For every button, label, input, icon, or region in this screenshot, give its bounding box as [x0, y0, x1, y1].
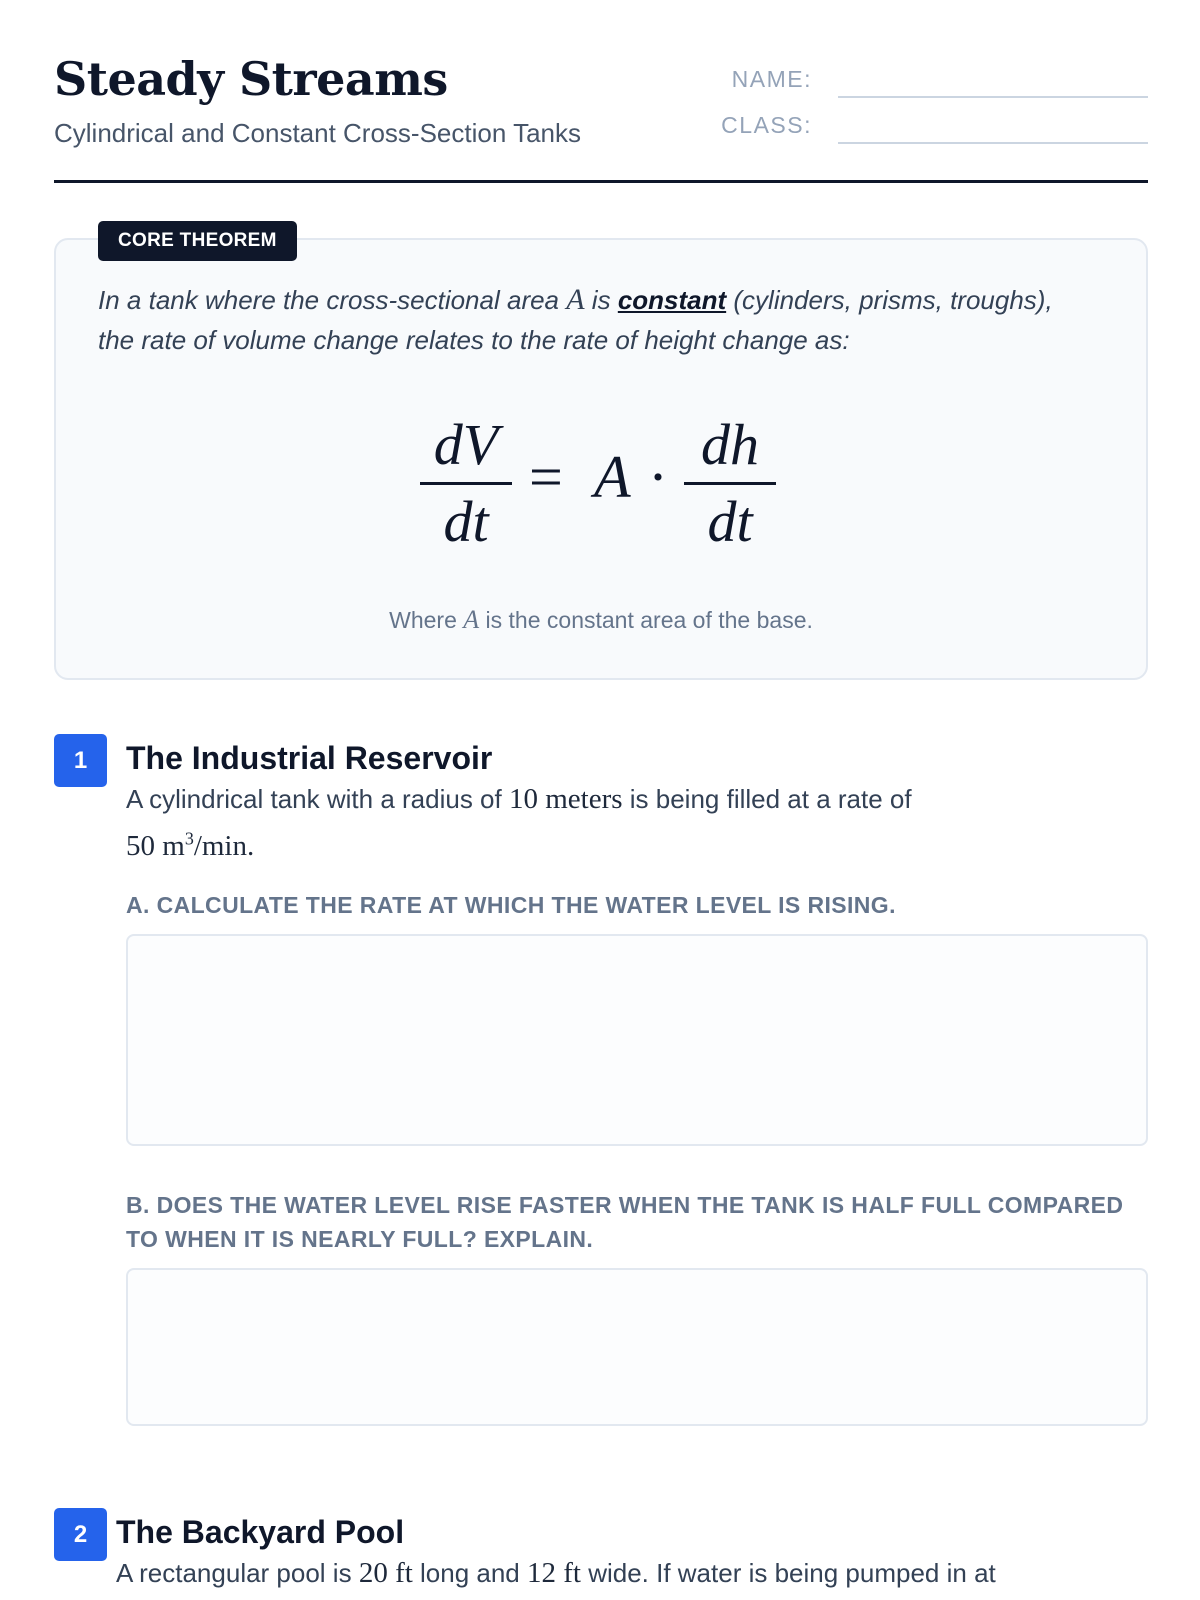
area-coefficient: A	[594, 444, 631, 510]
problem-description: A cylindrical tank with a radius of 10 meters is being filled at a rate of 50 $m^3/\min$.	[126, 783, 912, 862]
core-theorem-tag: CORE THEOREM	[98, 221, 297, 261]
fraction-denominator: dt	[443, 489, 489, 554]
answer-box-b[interactable]	[126, 1268, 1148, 1426]
class-label: CLASS:	[721, 112, 812, 138]
name-label: NAME:	[731, 66, 812, 92]
question-a-label: A. CALCULATE THE RATE AT WHICH THE WATER LEVEL IS RISING.	[126, 892, 896, 918]
area-variable: A	[566, 283, 585, 316]
worksheet-subtitle: Cylindrical and Constant Cross-Section Tanks	[54, 118, 581, 148]
question-b-label: B. DOES THE WATER LEVEL RISE FASTER WHEN THE TANK IS HALF FULL COMPARED TO WHEN IT IS NEARLY FULL? EXPLAIN.	[126, 1192, 1124, 1252]
problem-title: The Industrial Reservoir	[126, 740, 493, 776]
fraction-numerator: dV	[433, 412, 499, 477]
formula-note: Where A is the constant area of the base.	[389, 605, 813, 634]
dh-dt-fraction	[684, 410, 776, 557]
worksheet-title: Steady Streams	[54, 52, 448, 106]
radius-value: 10 meters	[508, 783, 623, 815]
name-line[interactable]	[838, 96, 1148, 98]
header-divider	[54, 180, 1148, 183]
worksheet-page	[54, 0, 1148, 1600]
problem-number-badge: 1	[54, 734, 107, 787]
answer-box-a[interactable]	[126, 934, 1148, 1146]
constant-emphasis: constant	[617, 285, 727, 315]
fraction-bar	[684, 482, 776, 485]
problem-description: A rectangular pool is 20 ft long and 12 ft wide. If water is being pumped in at	[116, 1557, 996, 1589]
fill-rate-value: 50 $m^3/\min$.	[126, 828, 255, 862]
equals-sign: =	[529, 444, 563, 510]
multiply-dot: ·	[648, 444, 668, 510]
fraction-bar	[420, 482, 512, 485]
problem-number-badge: 2	[54, 1508, 107, 1561]
length-value: 20 ft	[358, 1557, 413, 1589]
width-value: 12 ft	[527, 1557, 581, 1589]
theorem-statement: In a tank where the cross-sectional area A is constant (cylinders, prisms, troughs), the rate of volume change relates to the rate of height change as:	[98, 283, 1053, 355]
class-field[interactable]	[704, 104, 1148, 144]
class-line[interactable]	[838, 142, 1148, 144]
fraction-numerator: dh	[701, 412, 759, 477]
dv-dt-fraction	[420, 410, 512, 557]
name-field[interactable]	[704, 58, 1148, 98]
related-rates-formula	[56, 410, 1146, 554]
fraction-denominator: dt	[707, 489, 753, 554]
core-theorem-box	[54, 238, 1148, 680]
problem-title: The Backyard Pool	[116, 1514, 405, 1550]
